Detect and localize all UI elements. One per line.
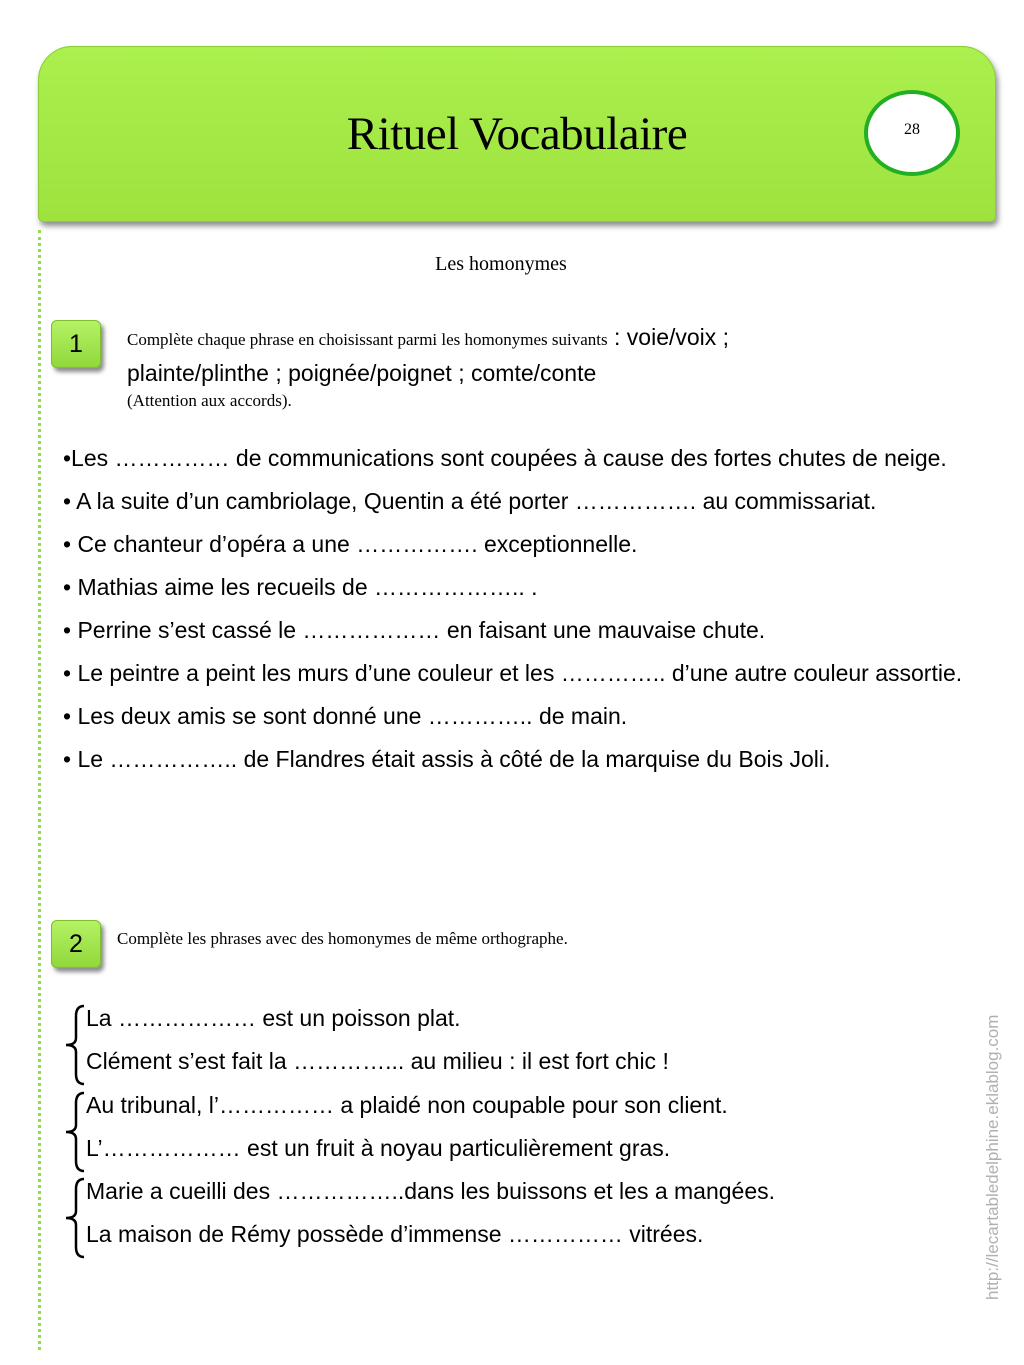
sentence-1: •Les …………… de communications sont coupées à cause des fortes chutes de neige. <box>63 445 947 471</box>
sentence-3: • Ce chanteur d’opéra a une ……………. exceptionnelle. <box>63 531 638 557</box>
header-banner <box>38 46 996 222</box>
instruction-words-1: : voie/voix ; <box>607 324 730 350</box>
exercise-1-badge: 1 <box>51 320 101 368</box>
sentence-8: • Le …………….. de Flandres était assis à côté de la marquise du Bois Joli. <box>63 746 831 772</box>
instruction-words-2: plainte/plinthe ; poignée/poignet ; comte/conte <box>127 360 597 386</box>
pair-3-sentence-b: La maison de Rémy possède d’immense …………… vitrées. <box>86 1221 704 1247</box>
instruction-intro: Complète chaque phrase en choisissant parmi les homonymes suivants <box>127 330 608 349</box>
pair-2-sentence-b: L’……………… est un fruit à noyau particulièrement gras. <box>86 1135 671 1161</box>
exercise-2-instruction: Complète les phrases avec des homonymes de même orthographe. <box>117 929 568 948</box>
page-number: 28 <box>904 121 920 138</box>
exercise-1-sentences <box>63 442 973 786</box>
pair-3-sentence-a: Marie a cueilli des ……………..dans les buissons et les a mangées. <box>86 1178 776 1204</box>
pair-2-sentence-a: Au tribunal, l’…………… a plaidé non coupable pour son client. <box>86 1092 728 1118</box>
sentence-4: • Mathias aime les recueils de ……………….. . <box>63 574 538 600</box>
exercise-1-instruction <box>127 320 887 357</box>
pair-1-sentence-b: Clément s’est fait la …………... au milieu : il est fort chic ! <box>86 1048 669 1074</box>
sentence-7: • Les deux amis se sont donné une ………….. de main. <box>63 703 628 729</box>
instruction-note: (Attention aux accords). <box>127 391 292 410</box>
page-title: Rituel Vocabulaire <box>346 108 688 160</box>
section-subtitle: Les homonymes <box>435 253 567 275</box>
sentence-6: • Le peintre a peint les murs d’une couleur et les ………….. d’une autre couleur assortie. <box>63 660 963 686</box>
pair-1-sentence-a: La ……………… est un poisson plat. <box>86 1005 461 1031</box>
watermark-url: http://lecartabledelphine.eklablog.com <box>983 1014 1002 1300</box>
exercise-2-badge: 2 <box>51 920 101 968</box>
sentence-2: • A la suite d’un cambriolage, Quentin a été porter ……………. au commissariat. <box>63 488 877 514</box>
dotted-margin-line <box>38 230 41 1350</box>
sentence-5: • Perrine s’est cassé le ……………… en faisant une mauvaise chute. <box>63 617 766 643</box>
